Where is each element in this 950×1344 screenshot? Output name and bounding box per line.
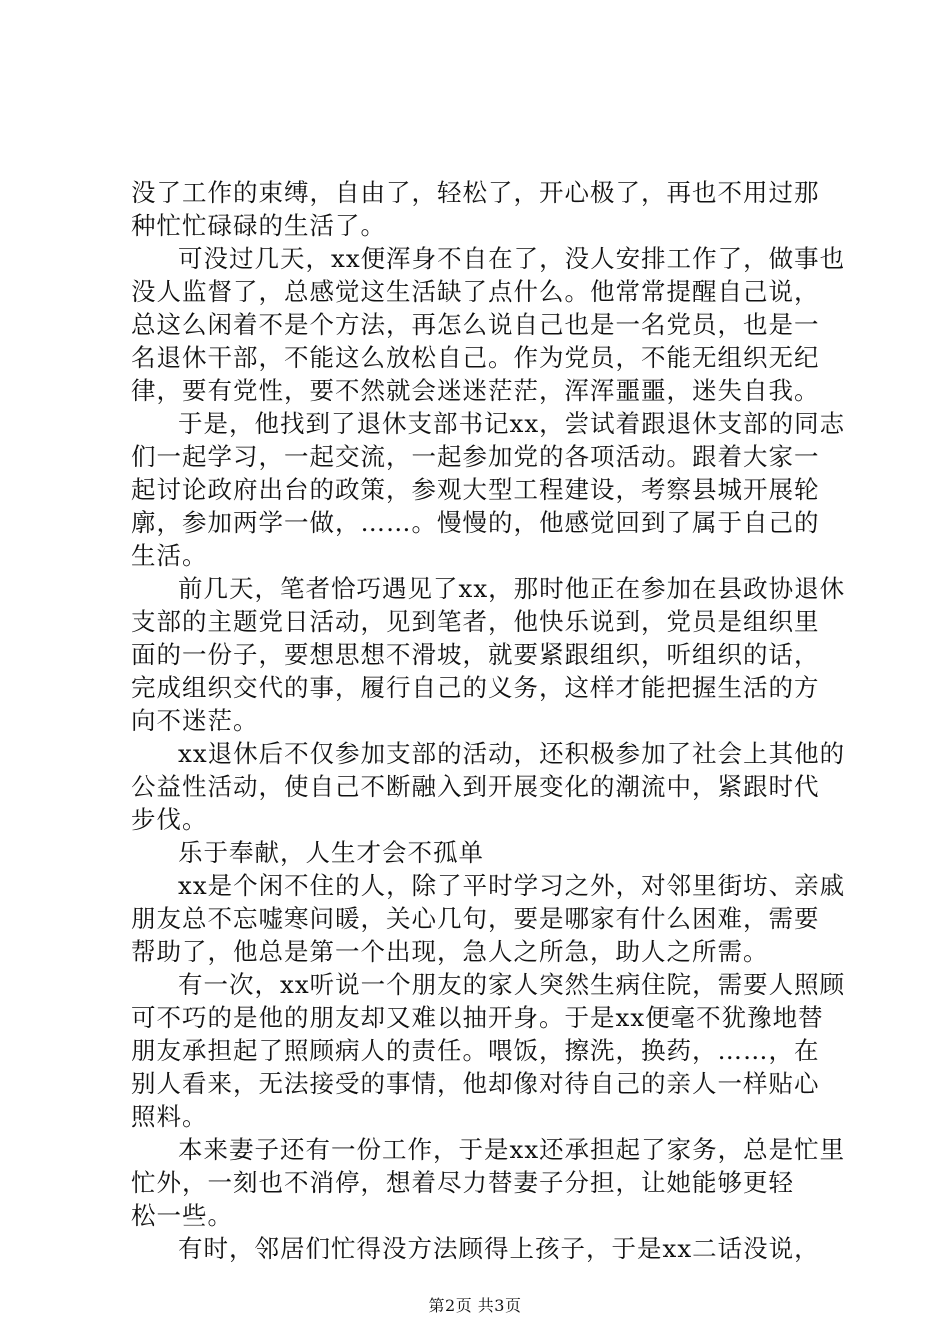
text-line: 朋友承担起了照顾病人的责任。喂饭，擦洗，换药，……，在 [131, 1036, 820, 1065]
page-number-footer: 第2页 共3页 [428, 1296, 522, 1315]
text-line: 朋友总不忘嘘寒问暖，关心几句，要是哪家有什么困难，需要 [131, 904, 820, 933]
paragraph-start-line: 有时，邻居们忙得没方法顾得上孩子，于是xx二话没说， [178, 1234, 820, 1263]
paragraph-start-line: 前几天，笔者恰巧遇见了xx，那时他正在参加在县政协退休 [178, 574, 846, 603]
section-heading: 乐于奉献，人生才会不孤单 [178, 838, 484, 867]
text-line: 生活。 [131, 541, 208, 570]
text-line: 公益性活动，使自己不断融入到开展变化的潮流中，紧跟时代 [131, 772, 820, 801]
paragraph-start-line: 可没过几天，xx便浑身不自在了，没人安排工作了，做事也 [178, 244, 846, 273]
paragraph-start-line: xx退休后不仅参加支部的活动，还积极参加了社会上其他的 [178, 739, 846, 768]
text-line: 支部的主题党日活动，见到笔者，他快乐说到，党员是组织里 [131, 607, 820, 636]
text-line: 名退休干部，不能这么放松自己。作为党员，不能无组织无纪 [131, 343, 820, 372]
text-line: 向不迷茫。 [131, 706, 259, 735]
text-line: 们一起学习，一起交流，一起参加党的各项活动。跟着大家一 [131, 442, 820, 471]
text-line: 没人监督了，总感觉这生活缺了点什么。他常常提醒自己说， [131, 277, 820, 306]
text-line: 可不巧的是他的朋友却又难以抽开身。于是xx便毫不犹豫地替 [131, 1003, 824, 1032]
paragraph-start-line: xx是个闲不住的人，除了平时学习之外，对邻里街坊、亲戚 [178, 871, 846, 900]
paragraph-start-line: 本来妻子还有一份工作，于是xx还承担起了家务，总是忙里 [178, 1135, 846, 1164]
text-line: 步伐。 [131, 805, 208, 834]
text-line: 忙外，一刻也不消停，想着尽力替妻子分担，让她能够更轻 [131, 1168, 794, 1197]
text-line: 没了工作的束缚，自由了，轻松了，开心极了，再也不用过那 [131, 178, 820, 207]
text-line: 总这么闲着不是个方法，再怎么说自己也是一名党员，也是一 [131, 310, 820, 339]
text-line: 种忙忙碌碌的生活了。 [131, 211, 386, 240]
text-line: 起讨论政府出台的政策，参观大型工程建设，考察县城开展轮 [131, 475, 820, 504]
text-line: 别人看来，无法接受的事情，他却像对待自己的亲人一样贴心 [131, 1069, 820, 1098]
text-line: 面的一份子，要想思想不滑坡，就要紧跟组织，听组织的话， [131, 640, 820, 669]
text-line: 律，要有党性，要不然就会迷迷茫茫，浑浑噩噩，迷失自我。 [131, 376, 820, 405]
paragraph-start-line: 有一次，xx听说一个朋友的家人突然生病住院，需要人照顾 [178, 970, 846, 999]
text-line: 照料。 [131, 1102, 208, 1131]
text-line: 松一些。 [131, 1201, 233, 1230]
text-line: 完成组织交代的事，履行自己的义务，这样才能把握生活的方 [131, 673, 820, 702]
paragraph-start-line: 于是，他找到了退休支部书记xx，尝试着跟退休支部的同志 [178, 409, 846, 438]
text-line: 廓，参加两学一做，……。慢慢的，他感觉回到了属于自己的 [131, 508, 820, 537]
text-line: 帮助了，他总是第一个出现，急人之所急，助人之所需。 [131, 937, 769, 966]
